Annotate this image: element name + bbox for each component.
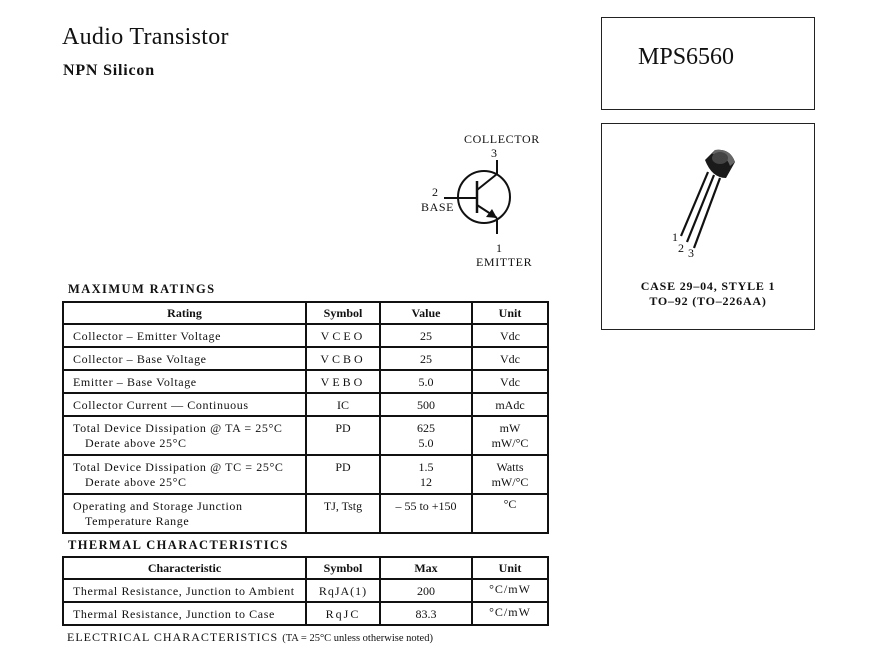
- symbol-cell: RqJA(1): [306, 579, 380, 602]
- thermal-heading: THERMAL CHARACTERISTICS: [68, 538, 289, 552]
- value-cell: 25: [380, 347, 472, 370]
- electrical-heading: ELECTRICAL CHARACTERISTICS: [67, 630, 279, 644]
- to92-package-illustration: [602, 124, 814, 264]
- symbol-cell: VCBO: [306, 347, 380, 370]
- emitter-pin-number: 1: [496, 241, 503, 255]
- max-ratings-heading: MAXIMUM RATINGS: [68, 282, 216, 296]
- pin-3-label: 3: [688, 246, 694, 260]
- value-cell: 25: [380, 324, 472, 347]
- column-header: Unit: [472, 557, 548, 579]
- collector-label: COLLECTOR: [464, 132, 540, 146]
- max-cell: 200: [380, 579, 472, 602]
- package-box: [601, 123, 815, 330]
- value-cell: – 55 to +150: [380, 494, 472, 533]
- rating-line: Operating and Storage Junction: [73, 499, 243, 513]
- column-header: Characteristic: [63, 557, 306, 579]
- rating-cell: Collector – Emitter Voltage: [63, 324, 306, 347]
- unit-cell: Vdc: [472, 370, 548, 393]
- rating-cell: [63, 455, 306, 494]
- unit-cell: mAdc: [472, 393, 548, 416]
- rating-cell: [63, 416, 306, 455]
- column-header: Value: [380, 302, 472, 324]
- rating-cell: Collector Current — Continuous: [63, 393, 306, 416]
- table-row: [63, 347, 548, 370]
- collector-pin-number: 3: [491, 146, 498, 160]
- unit-cell: [472, 455, 548, 494]
- table-row: [63, 602, 548, 625]
- unit-cell: °C: [472, 494, 548, 533]
- unit-subline: mW/°C: [491, 475, 529, 489]
- max-cell: 83.3: [380, 602, 472, 625]
- table-header-row: [63, 557, 548, 579]
- characteristic-cell: Thermal Resistance, Junction to Case: [63, 602, 306, 625]
- electrical-heading-line: [67, 630, 433, 645]
- symbol-cell: TJ, Tstg: [306, 494, 380, 533]
- table-row: [63, 324, 548, 347]
- emitter-label: EMITTER: [476, 255, 533, 269]
- symbol-cell: PD: [306, 455, 380, 494]
- table-row: [63, 393, 548, 416]
- part-number-box: [601, 17, 815, 110]
- table-row: [63, 370, 548, 393]
- column-header: Max: [380, 557, 472, 579]
- rating-cell: [63, 494, 306, 533]
- value-cell: 5.0: [380, 370, 472, 393]
- table-row: [63, 455, 548, 494]
- rating-cell: Collector – Base Voltage: [63, 347, 306, 370]
- base-pin-number: 2: [432, 185, 439, 199]
- value-line: 1.5: [418, 460, 434, 474]
- symbol-cell: VCEO: [306, 324, 380, 347]
- table-row: [63, 416, 548, 455]
- value-cell: 500: [380, 393, 472, 416]
- table-header-row: [63, 302, 548, 324]
- pin-1-label: 1: [672, 230, 678, 244]
- symbol-cell: VEBO: [306, 370, 380, 393]
- value-subline: 5.0: [418, 436, 434, 450]
- electrical-note: (TA = 25°C unless otherwise noted): [282, 633, 433, 644]
- value-cell: [380, 416, 472, 455]
- rating-line: Total Device Dissipation @ TA = 25°C: [73, 421, 283, 435]
- value-line: 625: [417, 421, 435, 435]
- value-cell: [380, 455, 472, 494]
- part-number: MPS6560: [638, 44, 735, 70]
- package-type-label: TO–92 (TO–226AA): [649, 294, 767, 308]
- rating-subline: Derate above 25°C: [85, 436, 187, 450]
- case-style-label: CASE 29–04, STYLE 1: [640, 279, 776, 293]
- unit-cell: Vdc: [472, 324, 548, 347]
- value-subline: 12: [420, 475, 432, 489]
- rating-subline: Temperature Range: [85, 514, 190, 528]
- rating-line: Total Device Dissipation @ TC = 25°C: [73, 460, 284, 474]
- unit-subline: mW/°C: [491, 436, 529, 450]
- table-row: [63, 579, 548, 602]
- base-label: BASE: [421, 200, 455, 214]
- table-row: [63, 494, 548, 533]
- symbol-cell: PD: [306, 416, 380, 455]
- document-subtitle: NPN Silicon: [63, 62, 155, 79]
- thermal-table: [62, 556, 549, 626]
- column-header: Rating: [63, 302, 306, 324]
- rating-cell: Emitter – Base Voltage: [63, 370, 306, 393]
- unit-cell: °C/mW: [472, 579, 548, 602]
- characteristic-cell: Thermal Resistance, Junction to Ambient: [63, 579, 306, 602]
- unit-cell: [472, 416, 548, 455]
- symbol-cell: RqJC: [306, 602, 380, 625]
- column-header: Symbol: [306, 557, 380, 579]
- document-title: Audio Transistor: [62, 24, 229, 50]
- rating-subline: Derate above 25°C: [85, 475, 187, 489]
- unit-line: mW: [499, 421, 521, 435]
- column-header: Symbol: [306, 302, 380, 324]
- symbol-cell: IC: [306, 393, 380, 416]
- column-header: Unit: [472, 302, 548, 324]
- unit-line: Watts: [496, 460, 524, 474]
- unit-cell: °C/mW: [472, 602, 548, 625]
- pin-2-label: 2: [678, 241, 684, 255]
- unit-cell: Vdc: [472, 347, 548, 370]
- max-ratings-table: [62, 301, 549, 534]
